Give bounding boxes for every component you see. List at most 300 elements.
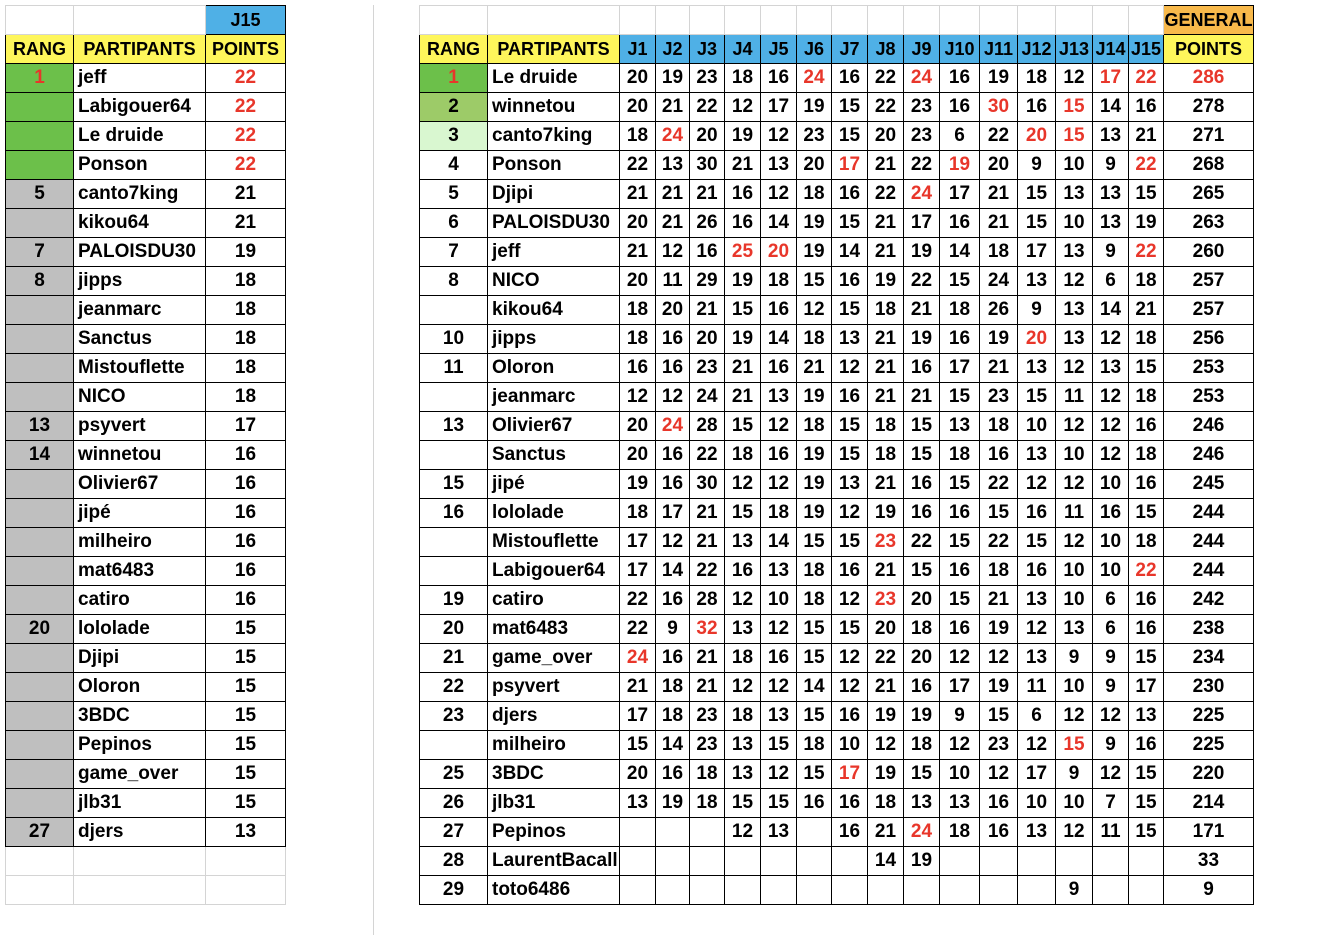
participant-cell[interactable]: Le druide: [74, 122, 206, 151]
rank-cell[interactable]: 22: [420, 673, 488, 702]
score-cell[interactable]: 18: [940, 296, 980, 325]
score-cell[interactable]: 15: [940, 470, 980, 499]
total-points-cell[interactable]: 253: [1164, 383, 1254, 412]
rank-cell[interactable]: 16: [420, 499, 488, 528]
score-cell[interactable]: 16: [620, 354, 656, 383]
empty-cell[interactable]: [832, 6, 868, 35]
score-cell[interactable]: 12: [980, 760, 1018, 789]
empty-cell[interactable]: [1056, 6, 1093, 35]
score-cell[interactable]: 15: [1129, 789, 1164, 818]
rank-cell[interactable]: 7: [6, 238, 74, 267]
rank-cell[interactable]: [6, 673, 74, 702]
participant-cell[interactable]: Le druide: [488, 64, 620, 93]
score-cell[interactable]: 21: [868, 383, 904, 412]
score-cell[interactable]: 20: [980, 151, 1018, 180]
score-cell[interactable]: 19: [797, 470, 832, 499]
score-cell[interactable]: 12: [832, 586, 868, 615]
empty-cell[interactable]: [74, 6, 206, 35]
score-cell[interactable]: 21: [620, 673, 656, 702]
participant-cell[interactable]: LaurentBacall: [488, 847, 620, 876]
score-cell[interactable]: 15: [832, 441, 868, 470]
score-cell[interactable]: 28: [690, 412, 725, 441]
score-cell[interactable]: 6: [940, 122, 980, 151]
score-cell[interactable]: 20: [620, 441, 656, 470]
score-cell[interactable]: 21: [868, 151, 904, 180]
score-cell[interactable]: 21: [1129, 122, 1164, 151]
score-cell[interactable]: 18: [797, 586, 832, 615]
participant-cell[interactable]: milheiro: [74, 528, 206, 557]
score-cell[interactable]: 16: [1129, 470, 1164, 499]
rank-cell[interactable]: [6, 557, 74, 586]
score-cell[interactable]: 15: [1018, 383, 1056, 412]
score-cell[interactable]: 16: [1129, 93, 1164, 122]
points-cell[interactable]: 19: [206, 238, 286, 267]
score-cell[interactable]: 16: [1018, 499, 1056, 528]
participant-cell[interactable]: Djipi: [488, 180, 620, 209]
score-cell[interactable]: 12: [832, 644, 868, 673]
score-cell[interactable]: 12: [761, 412, 797, 441]
score-cell[interactable]: 32: [690, 615, 725, 644]
score-cell[interactable]: 16: [797, 789, 832, 818]
score-cell[interactable]: 14: [940, 238, 980, 267]
score-cell[interactable]: 18: [620, 122, 656, 151]
score-cell[interactable]: [1018, 847, 1056, 876]
score-cell[interactable]: 15: [980, 499, 1018, 528]
score-cell[interactable]: [1129, 847, 1164, 876]
points-cell[interactable]: 18: [206, 383, 286, 412]
score-cell[interactable]: [1018, 876, 1056, 905]
score-cell[interactable]: 16: [832, 64, 868, 93]
score-cell[interactable]: 11: [1056, 383, 1093, 412]
score-cell[interactable]: 24: [980, 267, 1018, 296]
score-cell[interactable]: 18: [980, 238, 1018, 267]
score-cell[interactable]: 15: [832, 412, 868, 441]
participant-cell[interactable]: jipé: [488, 470, 620, 499]
points-cell[interactable]: 18: [206, 325, 286, 354]
empty-cell[interactable]: [206, 847, 286, 876]
points-cell[interactable]: 13: [206, 818, 286, 847]
score-cell[interactable]: [832, 847, 868, 876]
participant-cell[interactable]: jeanmarc: [74, 296, 206, 325]
score-cell[interactable]: [656, 876, 690, 905]
score-cell[interactable]: 16: [904, 354, 940, 383]
score-cell[interactable]: 18: [940, 441, 980, 470]
score-cell[interactable]: 18: [1129, 383, 1164, 412]
score-cell[interactable]: 22: [980, 528, 1018, 557]
score-cell[interactable]: 10: [1093, 528, 1129, 557]
participant-cell[interactable]: Djipi: [74, 644, 206, 673]
score-cell[interactable]: 18: [1129, 325, 1164, 354]
score-cell[interactable]: 16: [1129, 615, 1164, 644]
score-cell[interactable]: 16: [940, 209, 980, 238]
score-cell[interactable]: 24: [620, 644, 656, 673]
round-header-j8[interactable]: J8: [868, 35, 904, 64]
score-cell[interactable]: 22: [690, 93, 725, 122]
participant-cell[interactable]: jipps: [74, 267, 206, 296]
score-cell[interactable]: 21: [620, 238, 656, 267]
score-cell[interactable]: 21: [725, 151, 761, 180]
round-label-cell[interactable]: J15: [206, 6, 286, 35]
score-cell[interactable]: 23: [690, 354, 725, 383]
score-cell[interactable]: [761, 847, 797, 876]
total-points-cell[interactable]: 225: [1164, 702, 1254, 731]
score-cell[interactable]: 15: [620, 731, 656, 760]
score-cell[interactable]: 12: [656, 383, 690, 412]
total-points-cell[interactable]: 271: [1164, 122, 1254, 151]
participant-cell[interactable]: jeanmarc: [488, 383, 620, 412]
score-cell[interactable]: 20: [868, 122, 904, 151]
score-cell[interactable]: 19: [980, 325, 1018, 354]
score-cell[interactable]: 11: [656, 267, 690, 296]
score-cell[interactable]: 22: [904, 267, 940, 296]
score-cell[interactable]: 16: [761, 354, 797, 383]
score-cell[interactable]: 10: [1056, 586, 1093, 615]
score-cell[interactable]: 13: [761, 818, 797, 847]
score-cell[interactable]: 26: [690, 209, 725, 238]
rank-cell[interactable]: 5: [420, 180, 488, 209]
score-cell[interactable]: 12: [1056, 528, 1093, 557]
score-cell[interactable]: 20: [1018, 325, 1056, 354]
score-cell[interactable]: 12: [725, 673, 761, 702]
participant-cell[interactable]: kikou64: [488, 296, 620, 325]
score-cell[interactable]: 21: [1129, 296, 1164, 325]
score-cell[interactable]: 18: [725, 702, 761, 731]
score-cell[interactable]: 17: [940, 354, 980, 383]
score-cell[interactable]: 15: [904, 412, 940, 441]
score-cell[interactable]: 13: [832, 325, 868, 354]
rank-cell[interactable]: [6, 760, 74, 789]
score-cell[interactable]: 20: [620, 93, 656, 122]
score-cell[interactable]: 18: [620, 499, 656, 528]
score-cell[interactable]: 12: [725, 818, 761, 847]
rank-header[interactable]: RANG: [6, 35, 74, 64]
score-cell[interactable]: 10: [1056, 441, 1093, 470]
score-cell[interactable]: [1093, 847, 1129, 876]
score-cell[interactable]: 15: [1056, 731, 1093, 760]
participant-cell[interactable]: lololade: [488, 499, 620, 528]
rank-cell[interactable]: 15: [420, 470, 488, 499]
score-cell[interactable]: 10: [1056, 557, 1093, 586]
score-cell[interactable]: [1093, 876, 1129, 905]
points-cell[interactable]: 15: [206, 731, 286, 760]
score-cell[interactable]: 16: [761, 64, 797, 93]
score-cell[interactable]: 19: [725, 122, 761, 151]
score-cell[interactable]: 12: [761, 615, 797, 644]
rank-cell[interactable]: 8: [6, 267, 74, 296]
participant-cell[interactable]: jlb31: [74, 789, 206, 818]
score-cell[interactable]: 23: [868, 528, 904, 557]
score-cell[interactable]: 18: [761, 499, 797, 528]
total-points-cell[interactable]: 220: [1164, 760, 1254, 789]
score-cell[interactable]: 12: [1093, 412, 1129, 441]
score-cell[interactable]: 19: [797, 383, 832, 412]
score-cell[interactable]: 12: [940, 644, 980, 673]
score-cell[interactable]: 19: [725, 325, 761, 354]
participant-cell[interactable]: Pepinos: [488, 818, 620, 847]
rank-cell[interactable]: 1: [6, 64, 74, 93]
score-cell[interactable]: 15: [725, 296, 761, 325]
total-points-cell[interactable]: 246: [1164, 441, 1254, 470]
round-header-j15[interactable]: J15: [1129, 35, 1164, 64]
score-cell[interactable]: 21: [620, 180, 656, 209]
rank-cell[interactable]: [6, 354, 74, 383]
participant-cell[interactable]: psyvert: [488, 673, 620, 702]
score-cell[interactable]: 20: [620, 209, 656, 238]
score-cell[interactable]: [832, 876, 868, 905]
participant-cell[interactable]: PALOISDU30: [488, 209, 620, 238]
score-cell[interactable]: 15: [832, 528, 868, 557]
score-cell[interactable]: 19: [904, 847, 940, 876]
points-cell[interactable]: 15: [206, 760, 286, 789]
participant-cell[interactable]: psyvert: [74, 412, 206, 441]
score-cell[interactable]: 15: [940, 383, 980, 412]
score-cell[interactable]: 13: [1093, 354, 1129, 383]
participant-cell[interactable]: milheiro: [488, 731, 620, 760]
round-header-j10[interactable]: J10: [940, 35, 980, 64]
score-cell[interactable]: 18: [656, 673, 690, 702]
empty-cell[interactable]: [206, 876, 286, 905]
score-cell[interactable]: 16: [761, 644, 797, 673]
empty-cell[interactable]: [797, 6, 832, 35]
score-cell[interactable]: 13: [1018, 586, 1056, 615]
score-cell[interactable]: 15: [797, 615, 832, 644]
score-cell[interactable]: 20: [620, 64, 656, 93]
rank-cell[interactable]: [420, 383, 488, 412]
score-cell[interactable]: 18: [620, 325, 656, 354]
participant-cell[interactable]: 3BDC: [488, 760, 620, 789]
score-cell[interactable]: 12: [1018, 615, 1056, 644]
score-cell[interactable]: 18: [904, 731, 940, 760]
participant-cell[interactable]: jipps: [488, 325, 620, 354]
score-cell[interactable]: 15: [1129, 760, 1164, 789]
score-cell[interactable]: 21: [980, 209, 1018, 238]
score-cell[interactable]: 12: [656, 238, 690, 267]
participant-cell[interactable]: jeff: [74, 64, 206, 93]
rank-cell[interactable]: [6, 702, 74, 731]
empty-cell[interactable]: [6, 876, 74, 905]
score-cell[interactable]: 18: [868, 412, 904, 441]
score-cell[interactable]: 16: [1129, 731, 1164, 760]
total-points-cell[interactable]: 278: [1164, 93, 1254, 122]
participant-cell[interactable]: djers: [488, 702, 620, 731]
score-cell[interactable]: 7: [1093, 789, 1129, 818]
round-header-j9[interactable]: J9: [904, 35, 940, 64]
score-cell[interactable]: 18: [980, 557, 1018, 586]
score-cell[interactable]: 21: [868, 325, 904, 354]
participant-cell[interactable]: jipé: [74, 499, 206, 528]
score-cell[interactable]: 12: [868, 731, 904, 760]
score-cell[interactable]: 19: [1129, 209, 1164, 238]
score-cell[interactable]: [620, 876, 656, 905]
empty-cell[interactable]: [6, 6, 74, 35]
points-cell[interactable]: 15: [206, 615, 286, 644]
points-cell[interactable]: 15: [206, 789, 286, 818]
score-cell[interactable]: 16: [656, 325, 690, 354]
rank-cell[interactable]: 25: [420, 760, 488, 789]
score-cell[interactable]: 15: [761, 731, 797, 760]
score-cell[interactable]: 21: [656, 180, 690, 209]
score-cell[interactable]: 9: [1093, 731, 1129, 760]
participant-cell[interactable]: Mistouflette: [488, 528, 620, 557]
score-cell[interactable]: 24: [656, 122, 690, 151]
total-points-cell[interactable]: 256: [1164, 325, 1254, 354]
rank-cell[interactable]: [6, 789, 74, 818]
score-cell[interactable]: [940, 876, 980, 905]
participant-cell[interactable]: jlb31: [488, 789, 620, 818]
general-label-cell[interactable]: GENERAL: [1164, 6, 1254, 35]
rank-cell[interactable]: [6, 209, 74, 238]
score-cell[interactable]: 12: [1056, 412, 1093, 441]
score-cell[interactable]: 17: [620, 528, 656, 557]
points-cell[interactable]: 22: [206, 122, 286, 151]
score-cell[interactable]: 19: [725, 267, 761, 296]
score-cell[interactable]: 18: [797, 180, 832, 209]
score-cell[interactable]: 20: [904, 586, 940, 615]
score-cell[interactable]: 20: [797, 151, 832, 180]
participant-cell[interactable]: catiro: [74, 586, 206, 615]
score-cell[interactable]: 15: [725, 789, 761, 818]
score-cell[interactable]: 12: [1093, 760, 1129, 789]
participant-cell[interactable]: game_over: [488, 644, 620, 673]
participant-cell[interactable]: mat6483: [74, 557, 206, 586]
score-cell[interactable]: 16: [656, 760, 690, 789]
round-header-j1[interactable]: J1: [620, 35, 656, 64]
participant-cell[interactable]: game_over: [74, 760, 206, 789]
rank-cell[interactable]: [420, 528, 488, 557]
score-cell[interactable]: 12: [797, 296, 832, 325]
score-cell[interactable]: [725, 876, 761, 905]
score-cell[interactable]: 30: [690, 470, 725, 499]
rank-cell[interactable]: [6, 296, 74, 325]
score-cell[interactable]: 13: [725, 528, 761, 557]
score-cell[interactable]: [940, 847, 980, 876]
score-cell[interactable]: 21: [656, 93, 690, 122]
rank-cell[interactable]: [420, 731, 488, 760]
rank-cell[interactable]: 7: [420, 238, 488, 267]
score-cell[interactable]: 9: [940, 702, 980, 731]
empty-cell[interactable]: [420, 6, 488, 35]
score-cell[interactable]: 17: [620, 702, 656, 731]
rank-cell[interactable]: 20: [420, 615, 488, 644]
score-cell[interactable]: 22: [868, 644, 904, 673]
score-cell[interactable]: 19: [868, 702, 904, 731]
total-points-cell[interactable]: 171: [1164, 818, 1254, 847]
participant-cell[interactable]: lololade: [74, 615, 206, 644]
empty-cell[interactable]: [868, 6, 904, 35]
rank-cell[interactable]: 5: [6, 180, 74, 209]
score-cell[interactable]: 21: [690, 499, 725, 528]
score-cell[interactable]: 11: [1093, 818, 1129, 847]
score-cell[interactable]: 19: [980, 673, 1018, 702]
score-cell[interactable]: 15: [832, 122, 868, 151]
score-cell[interactable]: 12: [761, 760, 797, 789]
score-cell[interactable]: 21: [690, 644, 725, 673]
score-cell[interactable]: 12: [725, 586, 761, 615]
score-cell[interactable]: 15: [832, 209, 868, 238]
score-cell[interactable]: 21: [868, 818, 904, 847]
score-cell[interactable]: 19: [620, 470, 656, 499]
rank-cell[interactable]: [420, 296, 488, 325]
score-cell[interactable]: 22: [904, 528, 940, 557]
score-cell[interactable]: 21: [980, 354, 1018, 383]
score-cell[interactable]: 22: [1129, 151, 1164, 180]
score-cell[interactable]: 22: [904, 151, 940, 180]
participant-cell[interactable]: Ponson: [74, 151, 206, 180]
score-cell[interactable]: 16: [761, 296, 797, 325]
total-points-cell[interactable]: 245: [1164, 470, 1254, 499]
score-cell[interactable]: 16: [832, 180, 868, 209]
score-cell[interactable]: 13: [832, 470, 868, 499]
score-cell[interactable]: 12: [761, 673, 797, 702]
score-cell[interactable]: 21: [980, 180, 1018, 209]
rank-cell[interactable]: [6, 470, 74, 499]
score-cell[interactable]: 16: [940, 557, 980, 586]
score-cell[interactable]: 12: [725, 93, 761, 122]
participant-cell[interactable]: Sanctus: [74, 325, 206, 354]
total-points-header[interactable]: POINTS: [1164, 35, 1254, 64]
rank-cell[interactable]: [6, 151, 74, 180]
participant-cell[interactable]: Oloron: [74, 673, 206, 702]
rank-cell[interactable]: 10: [420, 325, 488, 354]
score-cell[interactable]: 10: [1056, 209, 1093, 238]
participant-cell[interactable]: toto6486: [488, 876, 620, 905]
total-points-cell[interactable]: 286: [1164, 64, 1254, 93]
rank-cell[interactable]: [6, 731, 74, 760]
score-cell[interactable]: 21: [868, 238, 904, 267]
score-cell[interactable]: [620, 847, 656, 876]
score-cell[interactable]: 16: [832, 702, 868, 731]
score-cell[interactable]: 18: [1129, 528, 1164, 557]
score-cell[interactable]: 10: [1056, 673, 1093, 702]
score-cell[interactable]: 13: [1056, 325, 1093, 354]
points-cell[interactable]: 15: [206, 673, 286, 702]
points-cell[interactable]: 16: [206, 470, 286, 499]
score-cell[interactable]: 21: [868, 557, 904, 586]
points-cell[interactable]: 15: [206, 702, 286, 731]
score-cell[interactable]: [980, 876, 1018, 905]
rank-cell[interactable]: [6, 499, 74, 528]
score-cell[interactable]: 18: [725, 441, 761, 470]
score-cell[interactable]: [761, 876, 797, 905]
rank-cell[interactable]: 28: [420, 847, 488, 876]
score-cell[interactable]: 15: [797, 644, 832, 673]
score-cell[interactable]: [904, 876, 940, 905]
score-cell[interactable]: 16: [656, 644, 690, 673]
score-cell[interactable]: 9: [1093, 238, 1129, 267]
total-points-cell[interactable]: 234: [1164, 644, 1254, 673]
score-cell[interactable]: 13: [1018, 354, 1056, 383]
score-cell[interactable]: 16: [980, 789, 1018, 818]
score-cell[interactable]: 17: [1018, 760, 1056, 789]
score-cell[interactable]: 12: [725, 470, 761, 499]
rank-cell[interactable]: 27: [6, 818, 74, 847]
score-cell[interactable]: 19: [656, 64, 690, 93]
score-cell[interactable]: 12: [1093, 441, 1129, 470]
score-cell[interactable]: 13: [725, 615, 761, 644]
score-cell[interactable]: 13: [1018, 441, 1056, 470]
participant-cell[interactable]: catiro: [488, 586, 620, 615]
rank-cell[interactable]: 21: [420, 644, 488, 673]
rank-cell[interactable]: 11: [420, 354, 488, 383]
score-cell[interactable]: [725, 847, 761, 876]
score-cell[interactable]: 20: [620, 760, 656, 789]
total-points-cell[interactable]: 244: [1164, 557, 1254, 586]
score-cell[interactable]: 11: [1018, 673, 1056, 702]
round-header-j7[interactable]: J7: [832, 35, 868, 64]
total-points-cell[interactable]: 9: [1164, 876, 1254, 905]
score-cell[interactable]: 18: [904, 615, 940, 644]
score-cell[interactable]: 20: [1018, 122, 1056, 151]
